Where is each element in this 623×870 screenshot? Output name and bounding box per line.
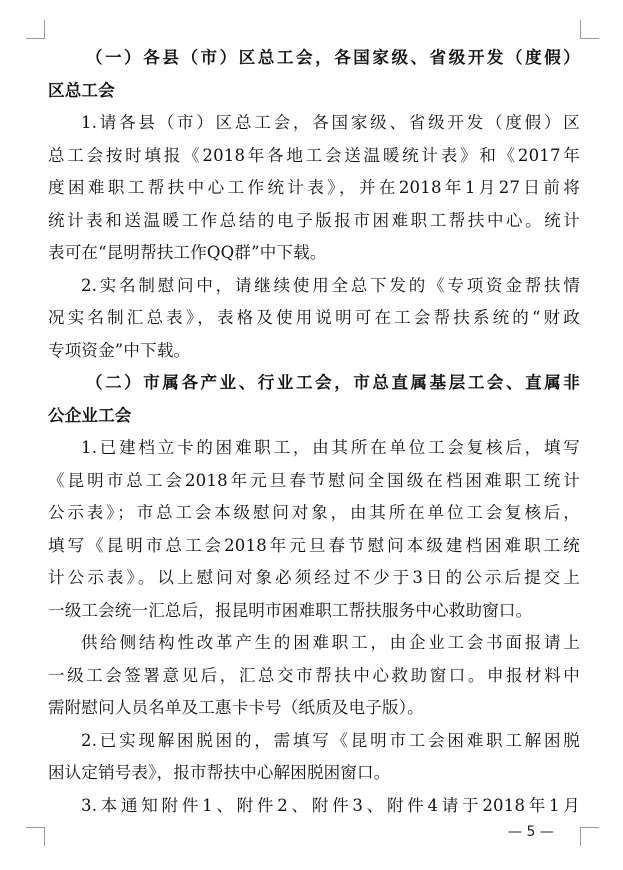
paragraph-line: 1.请各县（市）区总工会，各国家级、省级开发（度假）区: [81, 113, 580, 132]
paragraph-line: 填写《昆明市总工会2018年元旦春节慰问本级建档困难职工统: [48, 535, 580, 555]
document-body: [48, 42, 580, 822]
section-heading-2: （二）市属各产业、行业工会，市总直属基层工会、直属非: [86, 373, 580, 392]
paragraph-line: 《昆明市总工会2018年元旦春节慰问全国级在档困难职工统计: [48, 470, 580, 490]
page-number: — 5 —: [508, 824, 554, 840]
crop-mark-top-right: [580, 20, 599, 39]
crop-mark-bottom-right: [580, 827, 599, 846]
paragraph-line: 困认定销号表》，报市帮扶中心解困脱困窗口。: [48, 763, 391, 782]
paragraph-line: 2.实名制慰问中，请继续使用全总下发的《专项资金帮扶情: [81, 275, 580, 295]
paragraph-line: 度困难职工帮扶中心工作统计表》，并在2018年1月27日前将: [48, 178, 580, 197]
paragraph-line: 供给侧结构性改革产生的困难职工，由企业工会书面报请上: [81, 633, 580, 652]
paragraph-line: 总工会按时填报《2018年各地工会送温暖统计表》和《2017年: [48, 145, 580, 165]
paragraph-line: 公示表》；市总工会本级慰问对象，由其所在单位工会复核后，: [48, 503, 580, 522]
paragraph-line: 3.本通知附件1、附件2、附件3、附件4请于2018年1月: [81, 795, 580, 815]
section-heading-1: （一）各县（市）区总工会，各国家级、省级开发（度假）: [86, 48, 580, 67]
paragraph-line: 表可在“昆明帮扶工作QQ群”中下载。: [48, 243, 327, 262]
crop-mark-top-left: [26, 20, 45, 39]
section-heading-2-cont: 公企业工会: [48, 405, 132, 425]
paragraph-line: 况实名制汇总表》，表格及使用说明可在工会帮扶系统的“财政: [48, 308, 580, 327]
paragraph-line: 一级工会签署意见后，汇总交市帮扶中心救助窗口。申报材料中: [48, 665, 580, 685]
paragraph-line: 统计表和送温暖工作总结的电子版报市困难职工帮扶中心。统计: [48, 210, 580, 230]
paragraph-line: 一级工会统一汇总后，报昆明市困难职工帮扶服务中心救助窗口。: [48, 600, 533, 620]
paragraph-line: 2.已实现解困脱困的，需填写《昆明市工会困难职工解困脱: [81, 730, 580, 750]
paragraph-line: 计公示表》。以上慰问对象必须经过不少于3日的公示后提交上: [48, 568, 580, 587]
crop-mark-bottom-left: [26, 827, 45, 846]
paragraph-line: 专项资金”中下载。: [48, 340, 191, 360]
paragraph-line: 1.已建档立卡的困难职工，由其所在单位工会复核后，填写: [81, 438, 580, 457]
section-heading-1-cont: 区总工会: [48, 80, 115, 100]
paragraph-line: 需附慰问人员名单及工惠卡卡号（纸质及电子版）。: [48, 698, 424, 717]
